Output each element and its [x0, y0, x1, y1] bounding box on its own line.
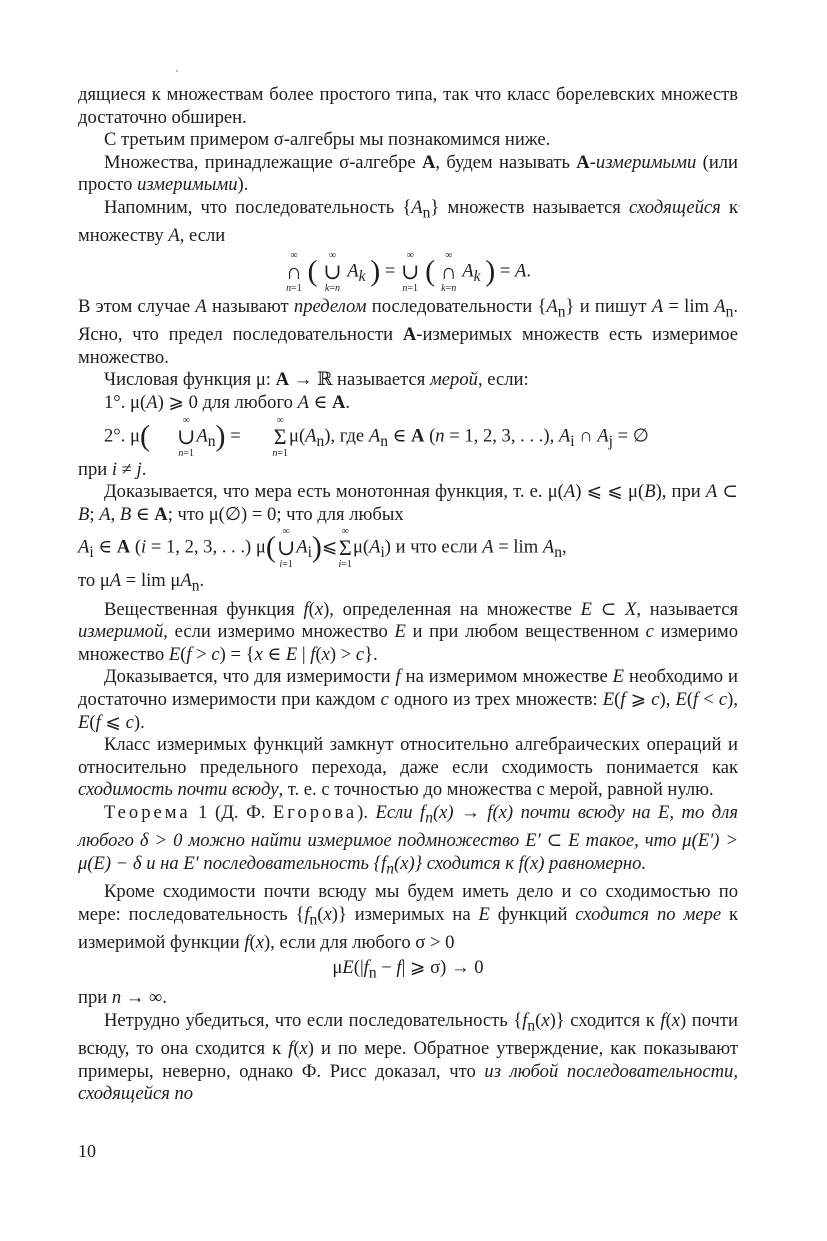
- theorem: Теорема 1 (Д. Ф. Егорова). Если $f_n(x) \to f(x)$ почти всюду на E, то для любого δ > 0 можно найти измеримое подмножество E′ ⊂ E такое, что μ(E′) > μ(E) − δ и на E′ последовательность $\{f_n(x)\}$ сходится к f(x) равномерно.: [78, 802, 738, 878]
- equation-measure: $\mu E(|f_n - f|$ ⩾ σ) → 0: [332, 956, 484, 982]
- paragraph: Числовая функция μ: A → ℝ называется мерой, если:: [104, 369, 529, 391]
- paragraph: при n → ∞.: [78, 987, 167, 1009]
- equation-limit: ∞ ∩ n=1 ( ∞ ∪ k=n $A_k$ ) = ∞ ∪ n=1 ( ∞ ∩ k=n $A_k$ ) = A.: [285, 249, 531, 294]
- print-speck: [738, 205, 740, 207]
- paragraph: 2°. μ( ∞ ∪ n=1 $A_n$) = ∞ Σ n=1 $\mu(A_n)$, где $A_n$ ∈ A (n = 1, 2, 3, . . .), $A_i$ ∩ $A_j$ = ∅: [104, 414, 649, 459]
- paragraph: дящиеся к множествам более простого типа, так что класс борелевских множеств достаточно обширен.: [78, 84, 738, 128]
- paragraph: С третьим примером σ-алгебры мы познакомимся ниже.: [104, 129, 551, 151]
- paragraph: Доказывается, что для измеримости f на измеримом множестве E необходимо и достаточно измеримости при каждом c одного из трех множеств: E(f ⩾ c), E(f < c), E(f ⩽ c).: [78, 666, 738, 733]
- paragraph: Множества, принадлежащие σ-алгебре A, будем называть A-измеримыми (или просто измеримыми).: [78, 151, 739, 196]
- paragraph: Доказывается, что мера есть монотонная функция, т. е. μ(A) ⩽ ⩽ μ(B), при A ⊂ B; A, B ∈ A; что μ(∅) = 0; что для любых: [78, 481, 738, 525]
- print-speck: [176, 70, 178, 72]
- paragraph: Нетрудно убедиться, что если последовательность $\{f_n(x)\}$ сходится к f(x) почти всюду, то она сходится к f(x) и по мере. Обратное утверждение, как показывают примеры, неверно, однако Ф. Рисс доказал, что из любой последовательности, сходящейся по: [78, 1009, 738, 1105]
- page-number: 10: [78, 1141, 96, 1161]
- paragraph: при i ≠ j.: [78, 458, 147, 480]
- paragraph: Вещественная функция f(x), определенная на множестве E ⊂ X, называется измеримой, если измеримо множество E и при любом вещественном c измеримо множество E(f > c) = {x ∈ E | f(x) > c}.: [78, 598, 739, 665]
- paragraph: $A_i$ ∈ A (i = 1, 2, 3, . . .) μ( ∞ ∪ i=1 $A_i)⩽$ ∞ Σ i=1 $\mu(A_i)$ и что если $A = \lim A_n$,: [78, 526, 567, 571]
- paragraph: В этом случае A называют пределом последовательности $\{A_n\}$ и пишут $A = \lim A_n$. Ясно, что предел последовательности A-измеримых множеств есть измеримое множество.: [78, 295, 738, 368]
- page-body: [78, 84, 738, 1106]
- paragraph: Кроме сходимости почти всюду мы будем иметь дело и со сходимостью по мере: последовательность $\{f_n(x)\}$ измеримых на E функций сходится по мере к измеримой функции f(x), если для любого σ > 0: [78, 881, 739, 954]
- paragraph: то $\mu A = \lim \mu A_n$.: [78, 570, 205, 596]
- paragraph: Класс измеримых функций замкнут относительно алгебраических операций и относительно предельного перехода, даже если сходимость понимается как сходимость почти всюду, т. е. с точностью до множества с мерой, равной нулю.: [78, 734, 738, 801]
- paragraph: 1°. μ(A) ⩾ 0 для любого A ∈ A.: [104, 391, 351, 413]
- paragraph: Напомним, что последовательность $\{A_n\}$ множеств называется сходящейся к множеству A, если: [78, 196, 738, 247]
